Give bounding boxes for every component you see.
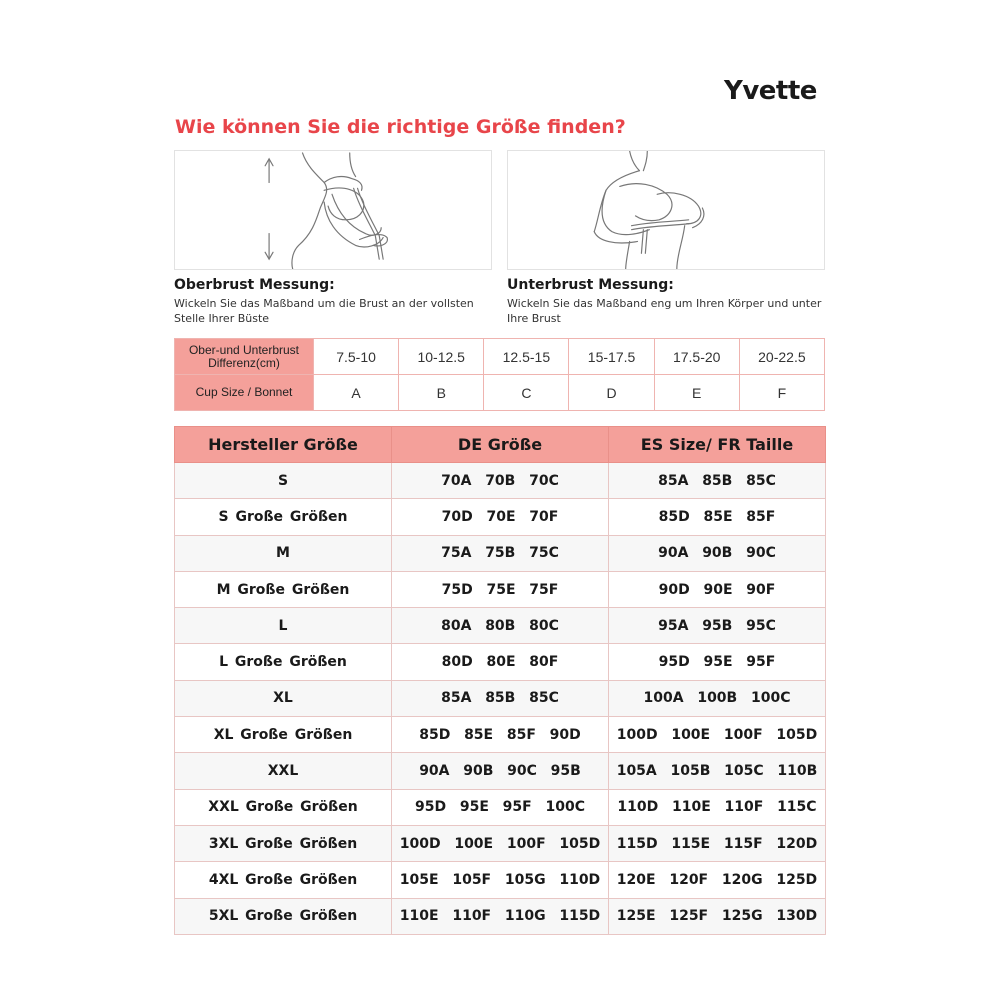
table-row <box>175 789 826 825</box>
de-size-cell: 85D 85E 85F 90D <box>392 717 609 753</box>
under-bust-illustration <box>507 150 825 270</box>
table-row <box>175 862 826 898</box>
manufacturer-size-cell: XL <box>175 680 392 716</box>
diff-cell: 10-12.5 <box>399 339 484 375</box>
table-row <box>175 644 826 680</box>
upper-bust-description: Wickeln Sie das Maßband um die Brust an der vollsten Stelle Ihrer Büste <box>174 297 474 325</box>
table-row <box>175 535 826 571</box>
cup-cell: E <box>654 375 739 411</box>
cup-row <box>175 375 825 411</box>
brand-logo: Yvette <box>724 76 817 106</box>
manufacturer-size-cell: L Große Größen <box>175 644 392 680</box>
de-size-cell: 105E 105F 105G 110D <box>392 862 609 898</box>
es-fr-size-cell: 115D 115E 115F 120D <box>609 825 826 861</box>
cup-cell: D <box>569 375 654 411</box>
es-fr-size-cell: 90A 90B 90C <box>609 535 826 571</box>
es-fr-size-cell: 110D 110E 110F 115C <box>609 789 826 825</box>
es-fr-size-cell: 85D 85E 85F <box>609 499 826 535</box>
de-size-cell: 110E 110F 110G 115D <box>392 898 609 934</box>
table-row <box>175 463 826 499</box>
manufacturer-size-cell: 4XL Große Größen <box>175 862 392 898</box>
es-fr-size-cell: 105A 105B 105C 110B <box>609 753 826 789</box>
manufacturer-size-cell: M Große Größen <box>175 571 392 607</box>
diff-cell: 12.5-15 <box>484 339 569 375</box>
diff-cell: 15-17.5 <box>569 339 654 375</box>
de-size-cell: 95D 95E 95F 100C <box>392 789 609 825</box>
manufacturer-size-cell: L <box>175 608 392 644</box>
diff-cell: 20-22.5 <box>739 339 824 375</box>
manufacturer-size-cell: XXL <box>175 753 392 789</box>
column-header-manufacturer: Hersteller Größe <box>175 427 392 463</box>
table-row <box>175 898 826 934</box>
table-row <box>175 753 826 789</box>
cup-size-table <box>174 338 825 411</box>
de-size-cell: 75A 75B 75C <box>392 535 609 571</box>
column-header-es-fr: ES Size/ FR Taille <box>609 427 826 463</box>
de-size-cell: 70D 70E 70F <box>392 499 609 535</box>
de-size-cell: 80A 80B 80C <box>392 608 609 644</box>
es-fr-size-cell: 100A 100B 100C <box>609 680 826 716</box>
table-row <box>175 608 826 644</box>
table-row <box>175 717 826 753</box>
manufacturer-size-cell: S Große Größen <box>175 499 392 535</box>
es-fr-size-cell: 100D 100E 100F 105D <box>609 717 826 753</box>
manufacturer-size-cell: S <box>175 463 392 499</box>
de-size-cell: 75D 75E 75F <box>392 571 609 607</box>
manufacturer-size-cell: 3XL Große Größen <box>175 825 392 861</box>
page-title: Wie können Sie die richtige Größe finden? <box>175 116 626 138</box>
diff-cell: 7.5-10 <box>314 339 399 375</box>
diff-label: Ober-und Unterbrust Differenz(cm) <box>175 339 314 375</box>
de-size-cell: 85A 85B 85C <box>392 680 609 716</box>
table-row <box>175 825 826 861</box>
manufacturer-size-cell: M <box>175 535 392 571</box>
cup-cell: B <box>399 375 484 411</box>
es-fr-size-cell: 120E 120F 120G 125D <box>609 862 826 898</box>
table-header-row <box>175 427 826 463</box>
diff-cell: 17.5-20 <box>654 339 739 375</box>
es-fr-size-cell: 85A 85B 85C <box>609 463 826 499</box>
cup-cell: A <box>314 375 399 411</box>
upper-bust-title: Oberbrust Messung: <box>174 277 335 293</box>
column-header-de: DE Größe <box>392 427 609 463</box>
cup-cell: F <box>739 375 824 411</box>
manufacturer-size-cell: 5XL Große Größen <box>175 898 392 934</box>
under-bust-description: Wickeln Sie das Maßband eng um Ihren Körper und unter Ihre Brust <box>507 297 822 325</box>
under-bust-title: Unterbrust Messung: <box>507 277 674 293</box>
upper-bust-illustration <box>174 150 492 270</box>
es-fr-size-cell: 95D 95E 95F <box>609 644 826 680</box>
manufacturer-size-cell: XXL Große Größen <box>175 789 392 825</box>
table-row <box>175 680 826 716</box>
de-size-cell: 100D 100E 100F 105D <box>392 825 609 861</box>
cup-cell: C <box>484 375 569 411</box>
manufacturer-size-cell: XL Große Größen <box>175 717 392 753</box>
cup-label: Cup Size / Bonnet <box>175 375 314 411</box>
size-conversion-table <box>174 426 826 935</box>
de-size-cell: 80D 80E 80F <box>392 644 609 680</box>
diff-row <box>175 339 825 375</box>
de-size-cell: 90A 90B 90C 95B <box>392 753 609 789</box>
es-fr-size-cell: 95A 95B 95C <box>609 608 826 644</box>
table-row <box>175 499 826 535</box>
es-fr-size-cell: 90D 90E 90F <box>609 571 826 607</box>
de-size-cell: 70A 70B 70C <box>392 463 609 499</box>
es-fr-size-cell: 125E 125F 125G 130D <box>609 898 826 934</box>
table-row <box>175 571 826 607</box>
